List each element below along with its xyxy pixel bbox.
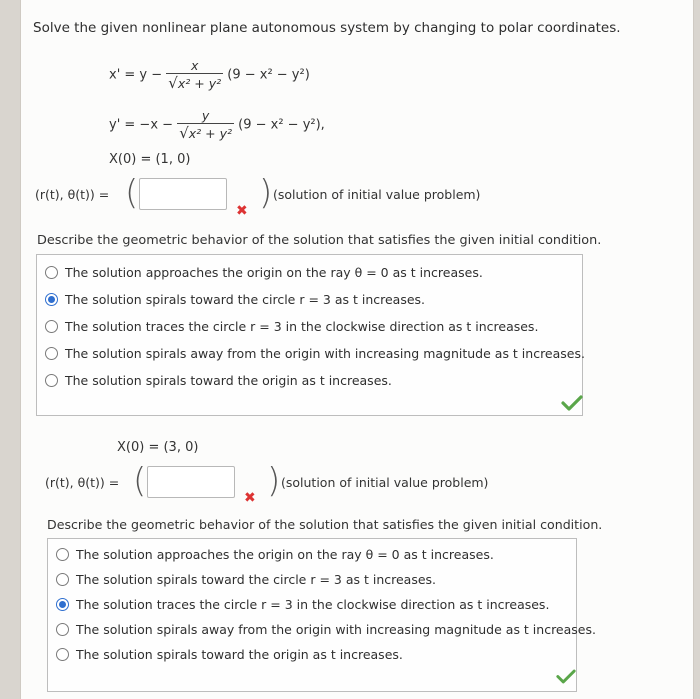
eq1-fraction <box>166 58 223 92</box>
question-2: Describe the geometric behavior of the solution that satisfies the given initial condition. <box>47 517 603 532</box>
sqrt-icon: √ <box>168 74 178 92</box>
sqrt-icon: √ <box>179 124 189 142</box>
problem-sheet <box>20 0 694 699</box>
solution-note-2: (solution of initial value problem) <box>281 475 489 490</box>
option-1-3[interactable] <box>45 319 538 334</box>
solution-input-2[interactable] <box>147 466 235 498</box>
eq1-rhs: (9 − x² − y²) <box>227 67 310 83</box>
left-paren: ( <box>125 173 139 213</box>
option-1-5[interactable] <box>45 373 392 388</box>
wrong-mark-icon: ✖ <box>236 203 248 219</box>
option-label: The solution spirals toward the origin as t increases. <box>76 647 403 662</box>
option-label: The solution approaches the origin on the ray θ = 0 as t increases. <box>65 265 483 280</box>
option-label: The solution spirals away from the origin with increasing magnitude as t increases. <box>76 622 596 637</box>
eq2-rhs: (9 − x² − y²), <box>238 117 325 133</box>
eq1-numerator: x <box>191 58 199 73</box>
option-2-2[interactable] <box>56 572 436 587</box>
eq2-fraction <box>177 108 234 142</box>
option-2-4[interactable] <box>56 622 596 637</box>
solution-input-1[interactable] <box>139 178 227 210</box>
eq2-denominator: x² + y² <box>188 126 232 141</box>
correct-check-icon <box>561 395 583 411</box>
radio-icon[interactable] <box>56 623 69 636</box>
radio-icon[interactable] <box>56 648 69 661</box>
initial-condition-2: X(0) = (3, 0) <box>117 440 199 455</box>
eq2-lhs: y' = −x − <box>109 117 174 133</box>
option-2-3[interactable] <box>56 597 549 612</box>
option-2-5[interactable] <box>56 647 403 662</box>
right-paren: ) <box>259 173 273 213</box>
radio-icon[interactable] <box>45 266 58 279</box>
radio-icon[interactable] <box>56 548 69 561</box>
option-label: The solution spirals toward the circle r = 3 as t increases. <box>76 572 437 587</box>
problem-title: Solve the given nonlinear plane autonomous system by changing to polar coordinates. <box>33 20 621 36</box>
radio-icon[interactable] <box>45 374 58 387</box>
option-2-1[interactable] <box>56 547 494 562</box>
left-paren: ( <box>133 461 147 501</box>
question-1: Describe the geometric behavior of the solution that satisfies the given initial condition. <box>37 233 602 248</box>
option-1-2[interactable] <box>45 292 425 307</box>
option-label: The solution approaches the origin on the ray θ = 0 as t increases. <box>76 547 494 562</box>
solution-lhs-2: (r(t), θ(t)) = <box>45 475 120 490</box>
options-group-2 <box>47 538 596 692</box>
solution-lhs-1: (r(t), θ(t)) = <box>35 187 110 202</box>
options-group-1 <box>36 254 583 416</box>
radio-icon[interactable] <box>45 320 58 333</box>
option-1-1[interactable] <box>45 265 483 280</box>
radio-selected-icon[interactable] <box>45 293 58 306</box>
radio-icon[interactable] <box>56 573 69 586</box>
wrong-mark-icon: ✖ <box>244 490 256 506</box>
option-label: The solution spirals toward the circle r = 3 as t increases. <box>65 292 426 307</box>
option-label: The solution spirals toward the origin as t increases. <box>65 373 392 388</box>
solution-note-1: (solution of initial value problem) <box>273 187 481 202</box>
radio-icon[interactable] <box>45 347 58 360</box>
option-1-4[interactable] <box>45 346 585 361</box>
equation-x-prime <box>109 58 310 92</box>
eq2-numerator: y <box>201 108 210 123</box>
eq1-lhs: x' = y − <box>109 67 163 83</box>
right-paren: ) <box>267 461 281 501</box>
eq1-denominator: x² + y² <box>177 76 222 91</box>
equation-y-prime <box>109 108 325 142</box>
correct-check-icon <box>556 669 576 684</box>
initial-condition-1: X(0) = (1, 0) <box>109 152 191 167</box>
option-label: The solution spirals away from the origin with increasing magnitude as t increases. <box>65 346 585 361</box>
option-label: The solution traces the circle r = 3 in the clockwise direction as t increases. <box>76 597 550 612</box>
radio-selected-icon[interactable] <box>56 598 69 611</box>
option-label: The solution traces the circle r = 3 in the clockwise direction as t increases. <box>65 319 539 334</box>
